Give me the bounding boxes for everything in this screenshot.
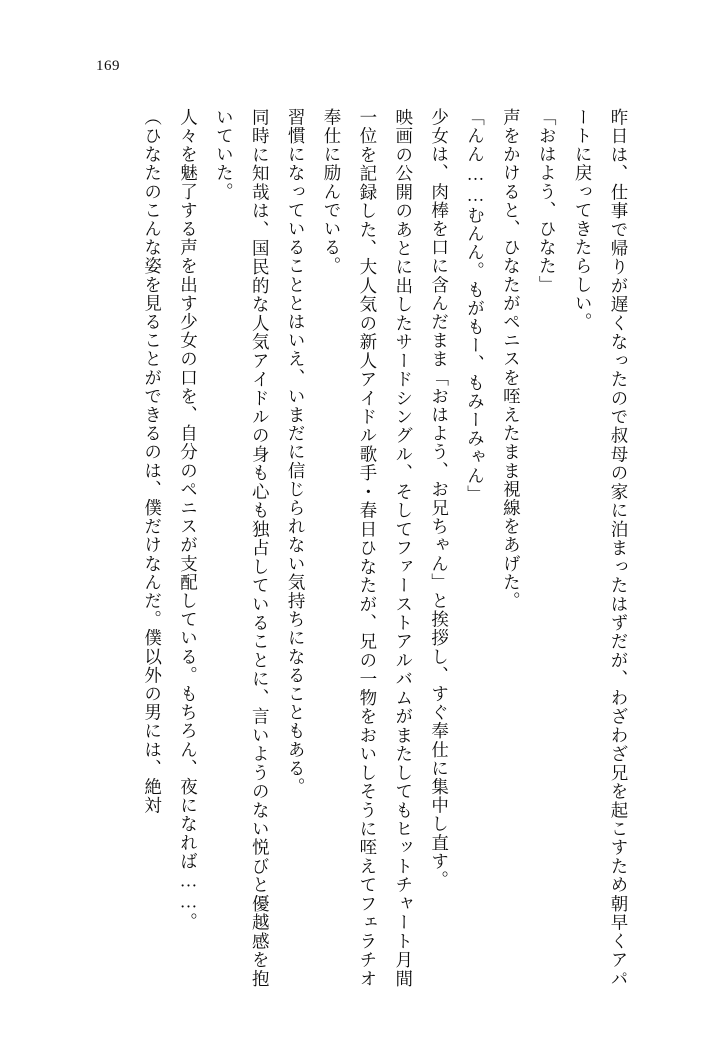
paragraph: 習慣になっていることとはいえ、いまだに信じられない気持ちになることもある。 bbox=[286, 108, 307, 797]
vertical-text-body bbox=[76, 108, 636, 988]
page-number: 169 bbox=[96, 58, 120, 74]
paragraph: 人々を魅了する声を出す少女の口を、自分のペニスが支配している。もちろん、夜になれば……。 bbox=[178, 108, 199, 932]
paragraph: 昨日は、仕事で帰りが遅くなったので叔母の家に泊まったはずだが、わざわざ兄を起こすため朝早くアパートに戻ってきたらしい。 bbox=[573, 108, 629, 988]
paragraph: （ひなたのこんな姿を見ることができるのは、僕だけなんだ。僕以外の男には、絶対 bbox=[142, 108, 163, 815]
paragraph-dialogue: 「おはよう、ひなた」 bbox=[537, 108, 558, 294]
paragraph-dialogue: 「んん……むんん。もがもー、もみーみゃん」 bbox=[465, 108, 486, 504]
paragraph: 声をかけると、ひなたがペニスを咥えたまま視線をあげた。 bbox=[501, 108, 522, 611]
paragraph: 同時に知哉は、国民的な人気アイドルの身も心も独占していることに、言いようのない悦びと優越感を抱いていた。 bbox=[214, 108, 271, 988]
paragraph: 映画の公開のあとに出したサードシングル、そしてファーストアルバムがまたしてもヒットチャート月間一位を記録した、大人気の新人アイドル歌手・春日ひなたが、兄の一物をおいしそうに咥えてフェラチオ奉仕に励んでいる。 bbox=[322, 108, 414, 988]
paragraph: 少女は、肉棒を口に含んだまま「おはよう、お兄ちゃん」と挨拶し、すぐ奉仕に集中し直す。 bbox=[429, 108, 450, 890]
